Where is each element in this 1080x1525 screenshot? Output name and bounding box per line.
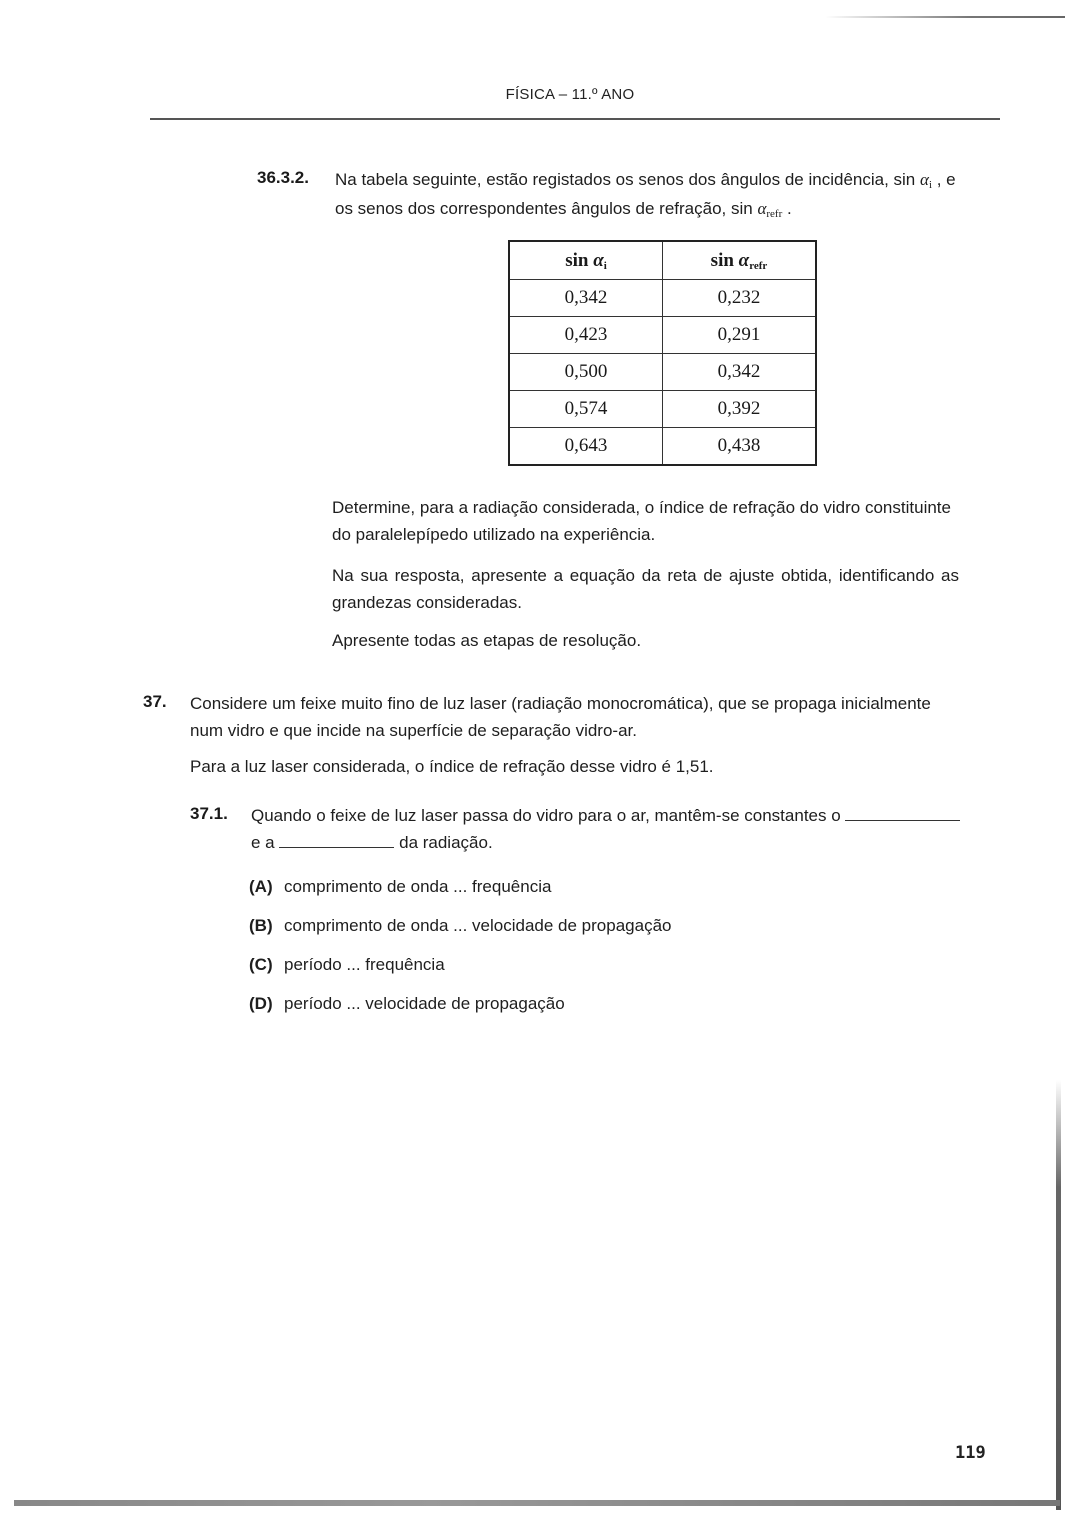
option-a[interactable]: (A) comprimento de onda ... frequência xyxy=(249,877,552,896)
table-cell: 0,342 xyxy=(509,280,663,317)
question-intro-line-1: Na tabela seguinte, estão registados os senos dos ângulos de incidência, $\sin \alpha_i$ , e xyxy=(335,170,956,191)
question-number-37: 37. xyxy=(143,692,167,711)
scan-edge-bottom xyxy=(14,1500,1060,1506)
instruction-paragraph-1-line-1: Determine, para a radiação considerada, o índice de refração do vidro constituinte xyxy=(332,498,951,517)
instruction-paragraph-3: Apresente todas as etapas de resolução. xyxy=(332,631,642,650)
scan-edge-top xyxy=(825,16,1065,18)
table-cell: 0,423 xyxy=(509,317,663,354)
table-cell: 0,574 xyxy=(509,391,663,428)
instruction-paragraph-2-line-1: Na sua resposta, apresente a equação da reta de ajuste obtida, identificando as xyxy=(332,566,959,585)
question-number-36-3-2: 36.3.2. xyxy=(257,168,309,187)
page-header-title: FÍSICA – 11.º ANO xyxy=(505,86,635,103)
option-c[interactable]: (C) período ... frequência xyxy=(249,955,445,974)
table-cell: 0,438 xyxy=(663,428,817,466)
column-header-sin-incidence: $\sin \alpha_i$ xyxy=(509,241,663,280)
page-number: 119 xyxy=(955,1443,986,1463)
table-row xyxy=(509,317,816,354)
table-row xyxy=(509,428,816,466)
question-37-1-line-1: Quando o feixe de luz laser passa do vidro para o ar, mantêm-se constantes o xyxy=(251,802,960,830)
instruction-paragraph-1-line-2: do paralelepípedo utilizado na experiência. xyxy=(332,525,656,544)
table-cell: 0,500 xyxy=(509,354,663,391)
answer-blank-1[interactable] xyxy=(845,820,960,821)
question-37-line-3: Para a luz laser considerada, o índice de refração desse vidro é 1,51. xyxy=(190,757,714,776)
table-row xyxy=(509,391,816,428)
option-b[interactable]: (B) comprimento de onda ... velocidade de propagação xyxy=(249,916,672,935)
question-37-line-1: Considere um feixe muito fino de luz laser (radiação monocromática), que se propaga inicialmente xyxy=(190,694,931,713)
question-number-37-1: 37.1. xyxy=(190,804,228,823)
table-cell: 0,392 xyxy=(663,391,817,428)
answer-blank-2[interactable] xyxy=(279,847,394,848)
column-header-sin-refraction: $\sin \alpha_{refr}$ xyxy=(663,241,817,280)
question-intro-line-2: os senos dos correspondentes ângulos de refração, $\sin \alpha_{refr}$ . xyxy=(335,199,792,220)
scan-edge-right xyxy=(1056,1080,1061,1510)
header-divider xyxy=(150,118,1000,120)
question-37-line-2: num vidro e que incide na superfície de separação vidro-ar. xyxy=(190,721,637,740)
table-cell: 0,342 xyxy=(663,354,817,391)
option-d[interactable]: (D) período ... velocidade de propagação xyxy=(249,994,565,1013)
question-37-1-line-2: e a da radiação. xyxy=(251,833,493,852)
sines-data-table xyxy=(508,240,817,466)
table-row xyxy=(509,280,816,317)
instruction-paragraph-2-line-2: grandezas consideradas. xyxy=(332,593,522,612)
table-cell: 0,232 xyxy=(663,280,817,317)
table-cell: 0,643 xyxy=(509,428,663,466)
table-header-row xyxy=(509,241,816,280)
table-cell: 0,291 xyxy=(663,317,817,354)
table-row xyxy=(509,354,816,391)
